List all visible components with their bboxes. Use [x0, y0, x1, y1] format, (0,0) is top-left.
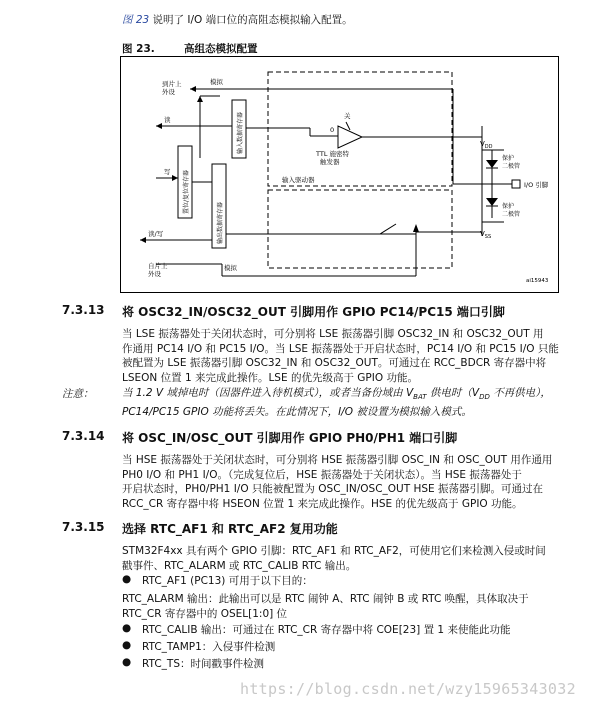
bullet-rtc-ts: RTC_TS：时间戳事件检测 — [142, 658, 264, 670]
note-label: 注意： — [62, 388, 94, 400]
bullet-marker: ● — [122, 656, 132, 668]
watermark: https://blog.csdn.net/wzy15965343032 — [240, 680, 576, 698]
note-text: 当 1.2 V 域掉电时（因器件进入待机模式），或者当备份域由 $V_{BAT}$ 供电时（$V_{DD}$ 不再供电）， PC14/PC15 GPIO 功能将丢失。在此情况下，I/O 被设置为模拟输入模式。 — [122, 387, 551, 418]
label-write: 写 — [164, 168, 171, 176]
section-number-3: 7.3.15 — [62, 520, 105, 534]
label-vss: $V_{SS}$ — [480, 230, 492, 240]
label-analog2: 模拟 — [224, 264, 237, 272]
output-data-register: 输出数据寄存器 — [217, 201, 224, 244]
label-zero: 0 — [330, 126, 335, 134]
bullet-marker: ● — [122, 639, 132, 651]
input-data-register: 输入数据寄存器 — [237, 111, 244, 154]
section-body-2: 当 HSE 振荡器处于关闭状态时，可分别将 HSE 振荡器引脚 OSC_IN 和 OSC_OUT 用作通用 PH0 I/O 和 PH1 I/O。（完成复位后，HSE 振荡器处于关闭状态）。当 HSE 振荡器处于 开启状态时，PH0/PH1 I/O 只能被配置为 OSC_IN/OSC_OUT HSE 振荡器引脚。可通过在 RCC_CR 寄存器中将 HSEON 位置 1 来完成此操作。HSE 的优先级高于 GPIO 功能。 — [122, 454, 553, 510]
bullet-rtc-af1: RTC_AF1 (PC13) 可用于以下目的： — [142, 575, 313, 587]
label-protection2: 保护 — [502, 203, 515, 210]
label-off: 关 — [344, 112, 351, 120]
label-peripheral2: 外设 — [148, 270, 161, 278]
label-protection1: 保护 — [502, 155, 515, 162]
section-body-3: STM32F4xx 具有两个 GPIO 引脚：RTC_AF1 和 RTC_AF2，可使用它们来检测入侵或时间 戳事件、RTC_ALARM 或 RTC_CALIB RTC 输出。 — [122, 545, 546, 572]
bit-set-reset-register: 置位/复位寄存器 — [183, 169, 190, 214]
bullet-rtc-tamp1: RTC_TAMP1：入侵事件检测 — [142, 641, 276, 653]
label-io-pin: I/O 引脚 — [524, 181, 549, 189]
intro-text: 图 23 说明了 I/O 端口位的高阻态模拟输入配置。 — [122, 14, 353, 26]
label-trigger: 触发器 — [320, 158, 340, 166]
section-number-1: 7.3.13 — [62, 303, 105, 317]
section-title-3: 选择 RTC_AF1 和 RTC_AF2 复用功能 — [122, 522, 338, 536]
label-vdd: $V_{DD}$ — [480, 140, 493, 150]
label-read-write: 读/写 — [148, 230, 164, 238]
label-diode1: 二极管 — [502, 163, 521, 170]
bullet-marker: ● — [122, 573, 132, 585]
section-title-1: 将 OSC32_IN/OSC32_OUT 引脚用作 GPIO PC14/PC15 端口引脚 — [122, 305, 505, 319]
io-analog-diagram — [120, 56, 560, 294]
label-to-onchip: 到片上 — [162, 80, 182, 88]
figure-title: 高组态模拟配置 — [184, 43, 258, 55]
label-ttl: TTL 施密特 — [316, 150, 350, 158]
section-number-2: 7.3.14 — [62, 429, 105, 443]
figure-label: 图 23. — [122, 43, 155, 55]
label-diode2: 二极管 — [502, 211, 521, 218]
rtc-alarm-text: RTC_ALARM 输出：此输出可以是 RTC 闹钟 A、RTC 闹钟 B 或 RTC 唤醒，具体取决于 RTC_CR 寄存器中的 OSEL[1:0] 位 — [122, 593, 529, 620]
figure-link[interactable]: 图 23 — [122, 14, 150, 26]
label-analog: 模拟 — [210, 78, 223, 86]
figure-id: ai15943 — [526, 278, 549, 284]
label-input-driver: 输入驱动器 — [282, 176, 315, 184]
bullet-marker: ● — [122, 622, 132, 634]
label-from-onchip: 自片上 — [148, 262, 168, 270]
section-body-1: 当 LSE 振荡器处于关闭状态时，可分别将 LSE 振荡器引脚 OSC32_IN 和 OSC32_OUT 用 作通用 PC14 I/O 和 PC15 I/O。当 LSE 振荡器处于开启状态时，PC14 I/O 和 PC15 I/O 只能 被配置为 LSE 振荡器引脚 OSC32_IN 和 OSC32_OUT。可通过在 RCC_BDCR 寄存器中将 LSEON 位置 1 来完成此操作。LSE 的优先级高于 GPIO 功能。 — [122, 328, 559, 384]
label-peripheral1: 外设 — [162, 88, 175, 96]
label-read: 读 — [164, 116, 171, 124]
section-title-2: 将 OSC_IN/OSC_OUT 引脚用作 GPIO PH0/PH1 端口引脚 — [122, 431, 458, 445]
bullet-rtc-calib: RTC_CALIB 输出：可通过在 RTC_CR 寄存器中将 COE[23] 置 1 来使能此功能 — [142, 624, 511, 636]
